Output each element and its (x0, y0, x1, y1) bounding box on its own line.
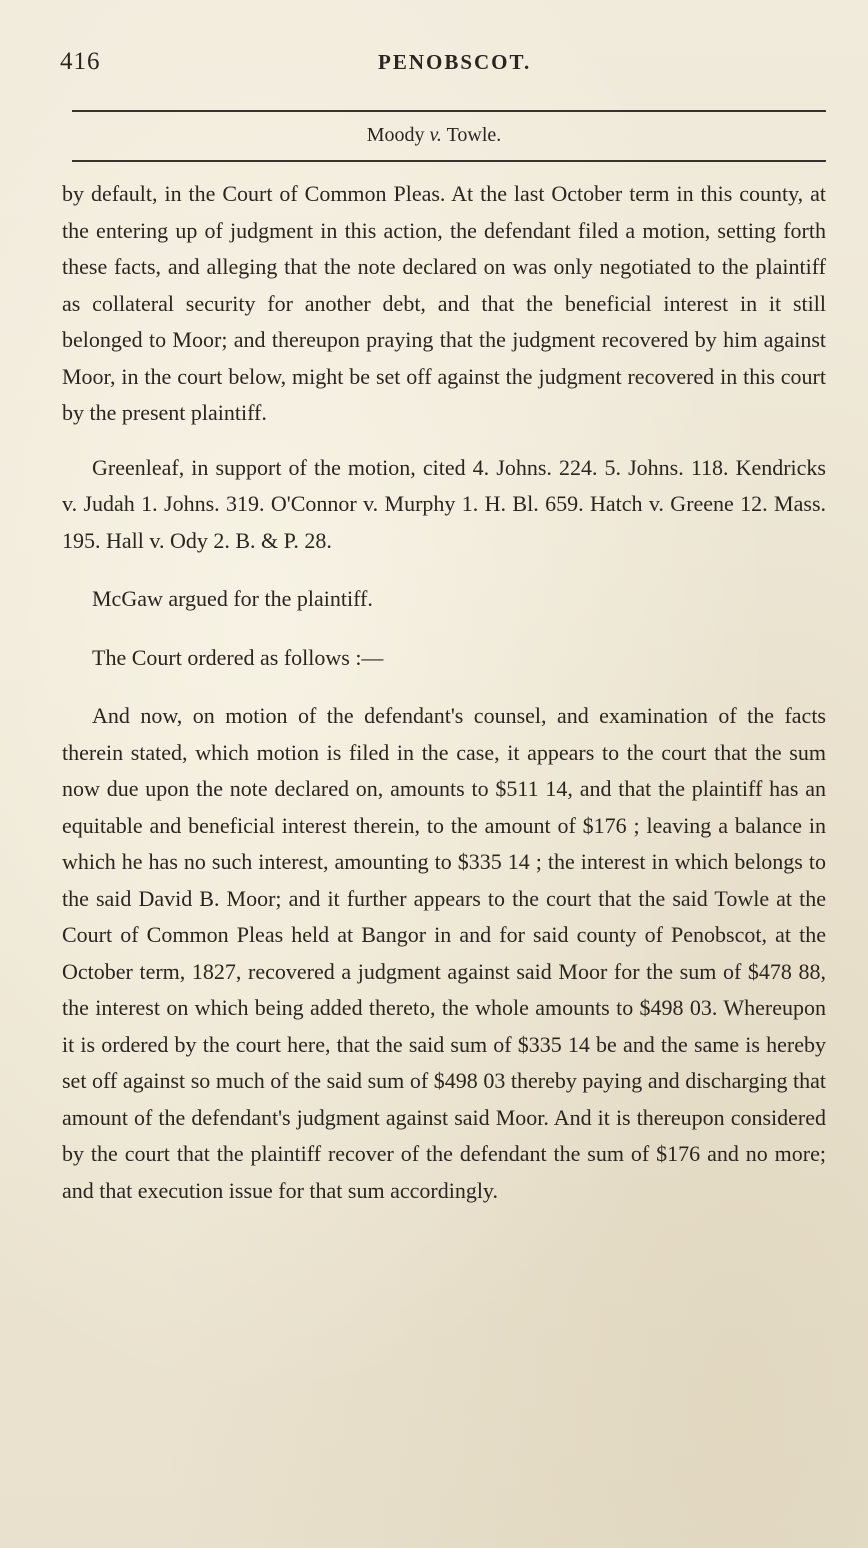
paragraph-citations: Greenleaf, in support of the motion, cited 4. Johns. 224. 5. Johns. 118. Kendricks v. Judah 1. Johns. 319. O'Connor v. Murphy 1. H. Bl. 659. Hatch v. Greene 12. Mass. 195. Hall v. Ody 2. B. & P. 28. (62, 454, 826, 553)
case-title (0, 124, 868, 147)
running-head (60, 48, 820, 80)
paragraph-facts: by default, in the Court of Common Pleas. At the last October term in this county, at the entering up of judgment in this action, the defendant filed a motion, setting forth these facts, and alleging that the note declared on was only negotiated to the plaintiff as collateral security for another debt, and that the beneficial interest in it still belonged to Moor; and thereupon praying that the judgment recovered by him against Moor, in the court below, might be set off against the judgment recovered in this court by the present plaintiff. (62, 181, 826, 425)
case-party-b: Towle. (446, 124, 502, 146)
section-title: PENOBSCOT. (378, 50, 532, 74)
case-versus: v. (429, 124, 442, 146)
body-text (62, 176, 826, 1209)
header-rule-bottom (72, 160, 826, 162)
header-rule-top (72, 110, 826, 112)
page-number: 416 (60, 48, 101, 75)
paragraph-argument: McGaw argued for the plaintiff. (92, 586, 373, 611)
paragraph-order: And now, on motion of the defendant's counsel, and examination of the facts therein stated, which motion is filed in the case, it appears to the court that the sum now due upon the note declared on, amounts to $511 14, and that the plaintiff has an equitable and beneficial interest therein, to the amount of $176 ; leaving a balance in which he has no such interest, amounting to $335 14 ; the interest in which belongs to the said David B. Moor; and it further appears to the court that the said Towle at the Court of Common Pleas held at Bangor in and for said county of Penobscot, at the October term, 1827, recovered a judgment against said Moor for the sum of $478 88, the interest on which being added thereto, the whole amounts to $498 03. Whereupon it is ordered by the court here, that the said sum of $335 14 be and the same is hereby set off against so much of the said sum of $498 03 thereby paying and discharging that amount of the defendant's judgment against said Moor. And it is thereupon considered by the court that the plaintiff recover of the defendant the sum of $176 and no more; and that execution issue for that sum accordingly. (62, 703, 826, 1203)
paragraph-court-heading: The Court ordered as follows :— (92, 644, 384, 670)
case-party-a: Moody (366, 124, 425, 146)
